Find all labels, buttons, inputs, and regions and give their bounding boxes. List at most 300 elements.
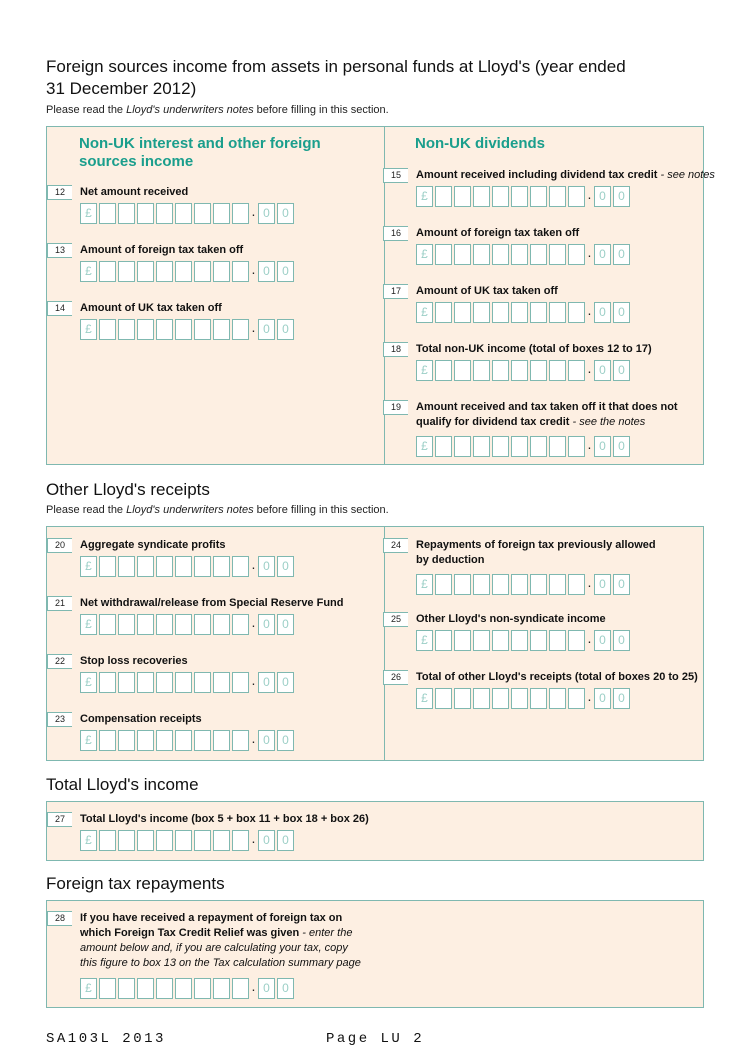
pounds-digit-cell[interactable] <box>156 830 173 851</box>
box-number: 28 <box>47 911 72 926</box>
field-label-line1: Total Lloyd's income (box 5 + box 11 + box 18 + box 26) <box>80 813 369 825</box>
pence-digit-cell[interactable]: 0 <box>277 261 294 282</box>
pounds-digit-cell[interactable] <box>137 614 154 635</box>
box-number: 21 <box>47 596 72 611</box>
decimal-point: · <box>251 321 256 338</box>
form-code: SA103L 2013 <box>46 1031 166 1047</box>
pounds-digit-cell[interactable] <box>118 672 135 693</box>
pounds-digit-cell[interactable] <box>137 203 154 224</box>
box-number: 23 <box>47 712 72 727</box>
field-label <box>80 712 202 727</box>
pounds-digit-cell[interactable] <box>213 672 230 693</box>
pounds-digit-cell[interactable] <box>549 436 566 457</box>
section-intro-other-receipts <box>46 504 389 516</box>
pounds-digit-cell[interactable] <box>213 830 230 851</box>
pounds-digit-cell[interactable] <box>232 672 249 693</box>
field-label <box>80 596 343 611</box>
field-label-line1: Total non-UK income (total of boxes 12 to 17) <box>416 343 652 355</box>
decimal-point: · <box>587 304 592 321</box>
pounds-digit-cell[interactable] <box>118 319 135 340</box>
pounds-digit-cell[interactable] <box>213 614 230 635</box>
intro-text-end: before filling in this section. <box>253 104 389 116</box>
pounds-digit-cell[interactable] <box>473 302 490 323</box>
pounds-digit-cell[interactable] <box>137 556 154 577</box>
column-divider <box>384 527 385 760</box>
pence-digit-cell[interactable]: 0 <box>258 261 275 282</box>
pounds-digit-cell[interactable] <box>213 978 230 999</box>
decimal-point: · <box>587 690 592 707</box>
decimal-point: · <box>587 362 592 379</box>
pounds-digit-cell[interactable] <box>549 360 566 381</box>
pounds-digit-cell[interactable] <box>454 360 471 381</box>
pounds-cell-currency[interactable]: £ <box>80 614 97 635</box>
field-label-line1: Amount received including dividend tax credit <box>416 169 658 181</box>
field-label-line1: Compensation receipts <box>80 713 202 725</box>
box-number: 16 <box>383 226 408 241</box>
pounds-digit-cell[interactable] <box>118 730 135 751</box>
pence-digit-cell[interactable]: 0 <box>613 574 630 595</box>
pounds-digit-cell[interactable] <box>473 574 490 595</box>
pounds-digit-cell[interactable] <box>568 186 585 207</box>
pounds-digit-cell[interactable] <box>549 186 566 207</box>
field-label <box>416 400 678 430</box>
pence-digit-cell[interactable]: 0 <box>258 556 275 577</box>
pence-digit-cell[interactable]: 0 <box>594 630 611 651</box>
pounds-digit-cell[interactable] <box>156 614 173 635</box>
section-heading-other-receipts: Other Lloyd's receipts <box>46 480 210 499</box>
pounds-cell-currency[interactable]: £ <box>80 830 97 851</box>
pounds-digit-cell[interactable] <box>454 244 471 265</box>
intro-notes-reference: Lloyd's underwriters notes <box>126 504 254 516</box>
pence-digit-cell[interactable]: 0 <box>258 830 275 851</box>
pounds-digit-cell[interactable] <box>435 360 452 381</box>
decimal-point: · <box>251 616 256 633</box>
amount-entry <box>80 261 296 282</box>
pence-digit-cell[interactable]: 0 <box>594 186 611 207</box>
pounds-digit-cell[interactable] <box>156 556 173 577</box>
box-number: 14 <box>47 301 72 316</box>
pounds-digit-cell[interactable] <box>454 436 471 457</box>
amount-entry <box>416 360 632 381</box>
field-label-line1: Amount of UK tax taken off <box>416 285 558 297</box>
pounds-digit-cell[interactable] <box>194 203 211 224</box>
field-label-line1: Amount of UK tax taken off <box>80 302 222 314</box>
pounds-digit-cell[interactable] <box>511 574 528 595</box>
pounds-digit-cell[interactable] <box>99 830 116 851</box>
pounds-digit-cell[interactable] <box>156 319 173 340</box>
field-label-line1: Net withdrawal/release from Special Reserve Fund <box>80 597 344 609</box>
box-number: 12 <box>47 185 72 200</box>
pounds-digit-cell[interactable] <box>194 830 211 851</box>
pounds-digit-cell[interactable] <box>175 614 192 635</box>
section-heading-foreign-sources: Foreign sources income from assets in personal funds at Lloyd's (year ended 31 December 2012) <box>46 57 626 98</box>
pounds-digit-cell[interactable] <box>232 203 249 224</box>
pounds-digit-cell[interactable] <box>175 978 192 999</box>
field-label <box>416 226 579 241</box>
field-label <box>416 538 656 568</box>
pounds-digit-cell[interactable] <box>175 556 192 577</box>
decimal-point: · <box>587 246 592 263</box>
field-label <box>416 612 606 627</box>
pounds-digit-cell[interactable] <box>137 672 154 693</box>
field-label-note: see the notes <box>579 416 646 428</box>
pence-digit-cell[interactable]: 0 <box>277 730 294 751</box>
pounds-digit-cell[interactable] <box>530 630 547 651</box>
field-label-line1: Amount of foreign tax taken off <box>416 227 580 239</box>
field-label <box>80 185 188 200</box>
pence-digit-cell[interactable]: 0 <box>258 672 275 693</box>
amount-entry <box>80 672 296 693</box>
amount-entry <box>416 302 632 323</box>
pounds-digit-cell[interactable] <box>549 302 566 323</box>
field-label-line1: Net amount received <box>80 186 189 198</box>
pounds-digit-cell[interactable] <box>175 830 192 851</box>
pounds-digit-cell[interactable] <box>118 203 135 224</box>
pounds-digit-cell[interactable] <box>156 978 173 999</box>
field-label-line1: Repayments of foreign tax previously allowed <box>416 539 656 551</box>
pounds-digit-cell[interactable] <box>99 319 116 340</box>
amount-entry <box>80 319 296 340</box>
column-title-non-uk-interest: Non-UK interest and other foreign sources income <box>79 135 321 170</box>
decimal-point: · <box>587 632 592 649</box>
box-number: 15 <box>383 168 408 183</box>
pence-digit-cell[interactable]: 0 <box>594 688 611 709</box>
pounds-digit-cell[interactable] <box>454 574 471 595</box>
pounds-digit-cell[interactable] <box>137 261 154 282</box>
decimal-point: · <box>251 832 256 849</box>
field-label-line2: by deduction <box>416 554 485 566</box>
pounds-digit-cell[interactable] <box>511 186 528 207</box>
pounds-digit-cell[interactable] <box>99 261 116 282</box>
pounds-digit-cell[interactable] <box>194 730 211 751</box>
box-number: 19 <box>383 400 408 415</box>
amount-entry <box>416 244 632 265</box>
pence-digit-cell[interactable]: 0 <box>613 688 630 709</box>
pence-digit-cell[interactable]: 0 <box>613 186 630 207</box>
pence-digit-cell[interactable]: 0 <box>258 978 275 999</box>
box-number: 25 <box>383 612 408 627</box>
pounds-digit-cell[interactable] <box>175 261 192 282</box>
field-label <box>416 168 715 183</box>
foreign-tax-repayments-panel <box>46 900 704 1008</box>
pounds-digit-cell[interactable] <box>194 556 211 577</box>
pounds-digit-cell[interactable] <box>99 672 116 693</box>
pounds-digit-cell[interactable] <box>568 360 585 381</box>
amount-entry <box>416 574 632 595</box>
pence-digit-cell[interactable]: 0 <box>277 319 294 340</box>
amount-entry <box>80 203 296 224</box>
pounds-digit-cell[interactable] <box>511 302 528 323</box>
pounds-digit-cell[interactable] <box>492 436 509 457</box>
pounds-digit-cell[interactable] <box>492 244 509 265</box>
pounds-digit-cell[interactable] <box>473 186 490 207</box>
pounds-digit-cell[interactable] <box>530 436 547 457</box>
pounds-digit-cell[interactable] <box>435 688 452 709</box>
pence-digit-cell[interactable]: 0 <box>258 614 275 635</box>
field-label <box>80 538 225 553</box>
pounds-digit-cell[interactable] <box>232 830 249 851</box>
pounds-cell-currency[interactable]: £ <box>80 556 97 577</box>
box-number: 17 <box>383 284 408 299</box>
section-heading-total-lloyds-income: Total Lloyd's income <box>46 775 199 794</box>
pounds-digit-cell[interactable] <box>511 360 528 381</box>
pounds-digit-cell[interactable] <box>156 730 173 751</box>
pounds-digit-cell[interactable] <box>232 261 249 282</box>
pounds-cell-currency[interactable]: £ <box>416 688 433 709</box>
pounds-digit-cell[interactable] <box>435 302 452 323</box>
field-label <box>416 342 652 357</box>
pounds-cell-currency[interactable]: £ <box>80 978 97 999</box>
pence-digit-cell[interactable]: 0 <box>277 614 294 635</box>
pounds-digit-cell[interactable] <box>118 830 135 851</box>
field-note-note-line3: amount below and, if you are calculating your tax, copy <box>80 942 348 954</box>
box-number: 27 <box>47 812 72 827</box>
pounds-digit-cell[interactable] <box>137 978 154 999</box>
pounds-digit-cell[interactable] <box>568 244 585 265</box>
pounds-digit-cell[interactable] <box>492 574 509 595</box>
pence-digit-cell[interactable]: 0 <box>613 630 630 651</box>
pounds-digit-cell[interactable] <box>435 186 452 207</box>
pounds-digit-cell[interactable] <box>99 614 116 635</box>
amount-entry <box>80 730 296 751</box>
pounds-digit-cell[interactable] <box>99 556 116 577</box>
pounds-digit-cell[interactable] <box>568 574 585 595</box>
pounds-digit-cell[interactable] <box>530 360 547 381</box>
pounds-digit-cell[interactable] <box>232 614 249 635</box>
pounds-digit-cell[interactable] <box>473 244 490 265</box>
pence-digit-cell[interactable]: 0 <box>594 302 611 323</box>
pounds-cell-currency[interactable]: £ <box>416 186 433 207</box>
pence-digit-cell[interactable]: 0 <box>594 574 611 595</box>
pounds-digit-cell[interactable] <box>530 186 547 207</box>
pounds-digit-cell[interactable] <box>194 614 211 635</box>
field-label-line1: Amount received and tax taken off it that does not <box>416 401 678 413</box>
section-heading-foreign-tax-repayments: Foreign tax repayments <box>46 874 225 893</box>
pounds-digit-cell[interactable] <box>118 261 135 282</box>
pounds-cell-currency[interactable]: £ <box>416 630 433 651</box>
pounds-digit-cell[interactable] <box>213 261 230 282</box>
field-label <box>80 812 369 827</box>
pence-digit-cell[interactable]: 0 <box>258 730 275 751</box>
pounds-digit-cell[interactable] <box>530 688 547 709</box>
pounds-digit-cell[interactable] <box>175 672 192 693</box>
decimal-point: · <box>251 558 256 575</box>
pounds-digit-cell[interactable] <box>511 688 528 709</box>
field-note-note-line4: this figure to box 13 on the Tax calculation summary page <box>80 957 361 969</box>
pounds-digit-cell[interactable] <box>549 574 566 595</box>
pence-digit-cell[interactable]: 0 <box>277 672 294 693</box>
pounds-digit-cell[interactable] <box>568 436 585 457</box>
pounds-digit-cell[interactable] <box>511 436 528 457</box>
pounds-digit-cell[interactable] <box>213 556 230 577</box>
pounds-digit-cell[interactable] <box>175 319 192 340</box>
pounds-digit-cell[interactable] <box>473 436 490 457</box>
field-label <box>80 301 222 316</box>
pounds-digit-cell[interactable] <box>213 319 230 340</box>
pounds-digit-cell[interactable] <box>454 186 471 207</box>
field-label <box>80 243 243 258</box>
field-label-line2: which Foreign Tax Credit Relief was given <box>80 927 300 939</box>
pounds-digit-cell[interactable] <box>435 244 452 265</box>
amount-entry <box>416 688 632 709</box>
column-title-non-uk-dividends: Non-UK dividends <box>415 135 545 152</box>
pounds-digit-cell[interactable] <box>549 688 566 709</box>
field-label <box>80 654 188 669</box>
pence-digit-cell[interactable]: 0 <box>594 360 611 381</box>
pounds-digit-cell[interactable] <box>99 978 116 999</box>
decimal-point: · <box>251 205 256 222</box>
pounds-digit-cell[interactable] <box>435 630 452 651</box>
page-number: Page LU 2 <box>326 1031 425 1047</box>
pounds-digit-cell[interactable] <box>511 244 528 265</box>
intro-notes-reference: Lloyd's underwriters notes <box>126 104 254 116</box>
pounds-digit-cell[interactable] <box>568 630 585 651</box>
pounds-digit-cell[interactable] <box>492 630 509 651</box>
field-label-line1: Total of other Lloyd's receipts (total of boxes 20 to 25) <box>416 671 698 683</box>
intro-text: Please read the <box>46 504 127 516</box>
field-label-note: see notes <box>667 169 715 181</box>
field-label <box>416 284 558 299</box>
pounds-digit-cell[interactable] <box>156 672 173 693</box>
pounds-digit-cell[interactable] <box>137 319 154 340</box>
decimal-point: · <box>251 674 256 691</box>
pounds-cell-currency[interactable]: £ <box>80 319 97 340</box>
field-label <box>80 911 361 971</box>
other-receipts-panel <box>46 526 704 761</box>
pounds-digit-cell[interactable] <box>473 688 490 709</box>
pounds-cell-currency[interactable]: £ <box>416 436 433 457</box>
field-label-line2: qualify for dividend tax credit <box>416 416 570 428</box>
pounds-digit-cell[interactable] <box>530 302 547 323</box>
box-number: 22 <box>47 654 72 669</box>
pounds-digit-cell[interactable] <box>232 730 249 751</box>
intro-text: Please read the <box>46 104 127 116</box>
pounds-digit-cell[interactable] <box>454 688 471 709</box>
amount-entry <box>80 556 296 577</box>
field-label-dash: - <box>569 416 580 428</box>
pounds-digit-cell[interactable] <box>492 302 509 323</box>
pounds-digit-cell[interactable] <box>568 688 585 709</box>
pounds-digit-cell[interactable] <box>156 261 173 282</box>
pounds-cell-currency[interactable]: £ <box>80 672 97 693</box>
pounds-digit-cell[interactable] <box>99 730 116 751</box>
pounds-digit-cell[interactable] <box>213 730 230 751</box>
pounds-digit-cell[interactable] <box>194 261 211 282</box>
pence-digit-cell[interactable]: 0 <box>277 556 294 577</box>
decimal-point: · <box>587 576 592 593</box>
pounds-digit-cell[interactable] <box>118 614 135 635</box>
pounds-digit-cell[interactable] <box>232 978 249 999</box>
pounds-digit-cell[interactable] <box>137 730 154 751</box>
field-label-note: enter the <box>309 927 353 939</box>
pounds-digit-cell[interactable] <box>137 830 154 851</box>
pence-digit-cell[interactable]: 0 <box>277 978 294 999</box>
pence-digit-cell[interactable]: 0 <box>613 360 630 381</box>
pounds-cell-currency[interactable]: £ <box>416 574 433 595</box>
pounds-cell-currency[interactable]: £ <box>416 360 433 381</box>
pence-digit-cell[interactable]: 0 <box>277 830 294 851</box>
pounds-digit-cell[interactable] <box>156 203 173 224</box>
pence-digit-cell[interactable]: 0 <box>258 319 275 340</box>
pence-digit-cell[interactable]: 0 <box>594 436 611 457</box>
pounds-digit-cell[interactable] <box>194 978 211 999</box>
pounds-digit-cell[interactable] <box>194 672 211 693</box>
pounds-digit-cell[interactable] <box>435 574 452 595</box>
pence-digit-cell[interactable]: 0 <box>613 302 630 323</box>
box-number: 13 <box>47 243 72 258</box>
pounds-digit-cell[interactable] <box>530 574 547 595</box>
pounds-digit-cell[interactable] <box>99 203 116 224</box>
pence-digit-cell[interactable]: 0 <box>613 244 630 265</box>
pounds-digit-cell[interactable] <box>492 688 509 709</box>
field-label-line1: Aggregate syndicate profits <box>80 539 226 551</box>
pounds-digit-cell[interactable] <box>194 319 211 340</box>
pounds-digit-cell[interactable] <box>549 244 566 265</box>
pounds-cell-currency[interactable]: £ <box>416 244 433 265</box>
box-number: 26 <box>383 670 408 685</box>
pounds-digit-cell[interactable] <box>454 630 471 651</box>
decimal-point: · <box>251 732 256 749</box>
pounds-cell-currency[interactable]: £ <box>416 302 433 323</box>
box-number: 24 <box>383 538 408 553</box>
pounds-digit-cell[interactable] <box>213 203 230 224</box>
pounds-digit-cell[interactable] <box>511 630 528 651</box>
field-label-dash: - <box>657 169 668 181</box>
pounds-cell-currency[interactable]: £ <box>80 203 97 224</box>
pounds-digit-cell[interactable] <box>175 730 192 751</box>
pounds-digit-cell[interactable] <box>232 556 249 577</box>
field-label-dash: - <box>299 927 310 939</box>
pounds-digit-cell[interactable] <box>435 436 452 457</box>
pounds-digit-cell[interactable] <box>232 319 249 340</box>
pounds-digit-cell[interactable] <box>118 978 135 999</box>
pounds-cell-currency[interactable]: £ <box>80 730 97 751</box>
decimal-point: · <box>587 438 592 455</box>
decimal-point: · <box>251 263 256 280</box>
intro-text-end: before filling in this section. <box>253 504 389 516</box>
decimal-point: · <box>587 188 592 205</box>
field-label <box>416 670 698 685</box>
amount-entry <box>416 436 632 457</box>
pounds-cell-currency[interactable]: £ <box>80 261 97 282</box>
field-label-line1: Amount of foreign tax taken off <box>80 244 244 256</box>
pounds-digit-cell[interactable] <box>568 302 585 323</box>
pounds-digit-cell[interactable] <box>549 630 566 651</box>
pounds-digit-cell[interactable] <box>473 360 490 381</box>
pounds-digit-cell[interactable] <box>492 186 509 207</box>
pounds-digit-cell[interactable] <box>118 556 135 577</box>
pounds-digit-cell[interactable] <box>454 302 471 323</box>
amount-entry <box>80 614 296 635</box>
pence-digit-cell[interactable]: 0 <box>594 244 611 265</box>
total-lloyds-income-panel <box>46 801 704 861</box>
pence-digit-cell[interactable]: 0 <box>277 203 294 224</box>
box-number: 18 <box>383 342 408 357</box>
foreign-sources-panel <box>46 126 715 465</box>
pounds-digit-cell[interactable] <box>175 203 192 224</box>
field-label-line1: Other Lloyd's non-syndicate income <box>416 613 606 625</box>
pounds-digit-cell[interactable] <box>530 244 547 265</box>
field-label-line1: Stop loss recoveries <box>80 655 188 667</box>
pence-digit-cell[interactable]: 0 <box>613 436 630 457</box>
pence-digit-cell[interactable]: 0 <box>258 203 275 224</box>
pounds-digit-cell[interactable] <box>492 360 509 381</box>
amount-entry <box>80 830 296 851</box>
pounds-digit-cell[interactable] <box>473 630 490 651</box>
amount-entry <box>416 186 632 207</box>
field-label-line1: If you have received a repayment of foreign tax on <box>80 912 343 924</box>
amount-entry <box>80 978 296 999</box>
